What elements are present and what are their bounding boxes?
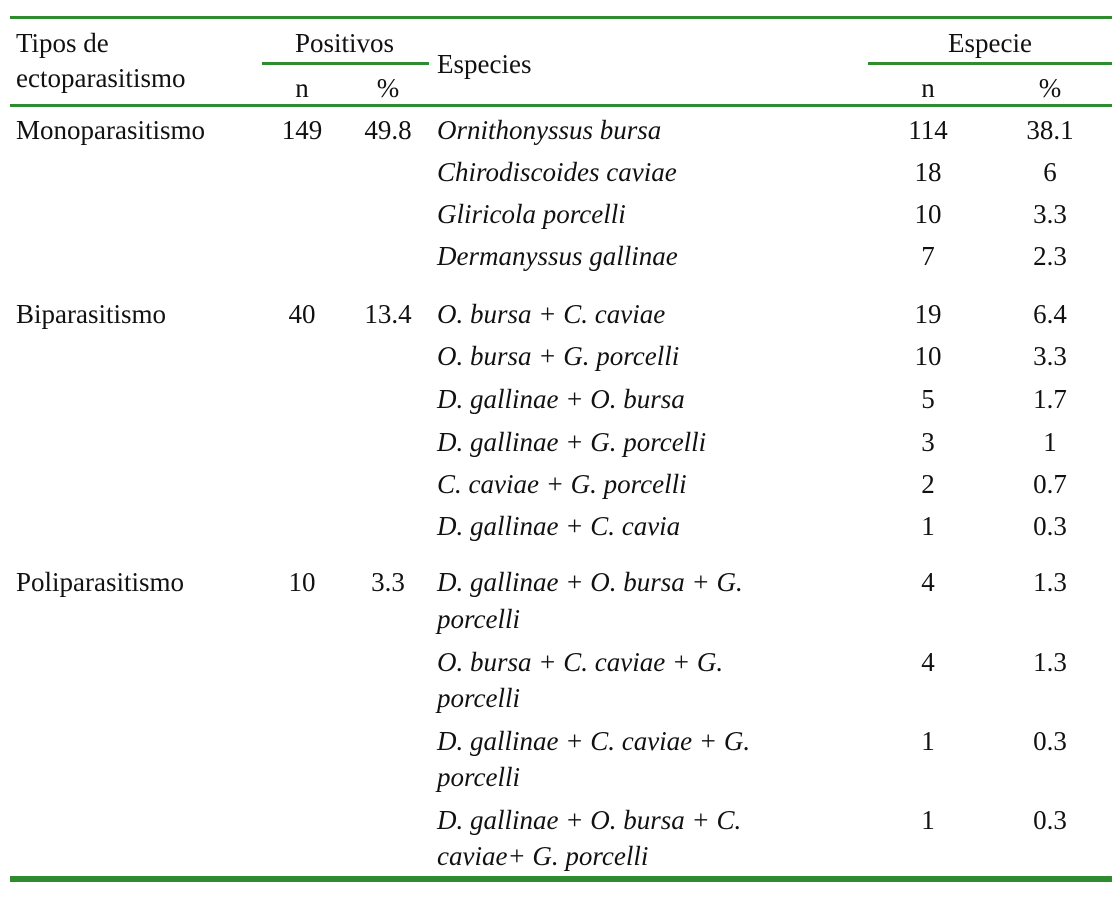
group-type: Biparasitismo: [16, 299, 166, 329]
species-pct: 6.4: [1033, 299, 1067, 329]
species-name: Ornithonyssus bursa: [437, 115, 662, 145]
group-type: Monoparasitismo: [16, 115, 205, 145]
group-pct: 49.8: [364, 115, 412, 145]
species-n: 1: [921, 511, 935, 541]
especie-underline: [868, 62, 1112, 65]
species-pct: 0.3: [1033, 511, 1067, 541]
species-name: O. bursa + C. caviae: [437, 299, 666, 329]
group-pct: 3.3: [371, 567, 405, 597]
species-name: D. gallinae + O. bursa: [437, 384, 685, 414]
header-especie: Especie: [948, 28, 1032, 58]
species-name-cont: porcelli: [437, 762, 520, 792]
header-tipos-line1: Tipos de: [16, 28, 109, 58]
group-n: 10: [288, 567, 316, 597]
group-type: Poliparasitismo: [16, 567, 184, 597]
top-rule: [10, 16, 1112, 19]
species-name: O. bursa + G. porcelli: [437, 341, 680, 371]
species-pct: 1: [1043, 427, 1057, 457]
header-positivos-n: n: [295, 73, 309, 103]
species-n: 2: [921, 469, 935, 499]
species-pct: 1.3: [1033, 647, 1067, 677]
species-n: 4: [921, 567, 935, 597]
species-name: C. caviae + G. porcelli: [437, 469, 687, 499]
species-pct: 38.1: [1026, 115, 1074, 145]
species-n: 10: [914, 341, 942, 371]
species-name: D. gallinae + O. bursa + C.: [437, 805, 742, 835]
species-n: 5: [921, 384, 935, 414]
species-name: D. gallinae + C. cavia: [437, 511, 681, 541]
species-n: 3: [921, 427, 935, 457]
species-n: 7: [921, 241, 935, 271]
species-n: 4: [921, 647, 935, 677]
species-n: 114: [908, 115, 948, 145]
species-name-cont: porcelli: [437, 604, 520, 634]
species-n: 10: [914, 199, 942, 229]
species-name: D. gallinae + O. bursa + G.: [437, 567, 743, 597]
species-n: 1: [921, 726, 935, 756]
bottom-rule: [10, 876, 1112, 882]
species-name: Gliricola porcelli: [437, 199, 626, 229]
species-pct: 3.3: [1033, 199, 1067, 229]
species-pct: 6: [1043, 157, 1057, 187]
group-n: 149: [281, 115, 323, 145]
species-pct: 3.3: [1033, 341, 1067, 371]
species-n: 18: [914, 157, 942, 187]
species-n: 19: [914, 299, 942, 329]
header-positivos-pct: %: [376, 73, 400, 103]
species-name-cont: caviae+ G. porcelli: [437, 841, 649, 871]
header-positivos: Positivos: [294, 28, 395, 58]
group-n: 40: [288, 299, 316, 329]
species-pct: 0.7: [1033, 469, 1067, 499]
species-pct: 0.3: [1033, 805, 1067, 835]
species-name: Chirodiscoides caviae: [437, 157, 677, 187]
species-name: O. bursa + C. caviae + G.: [437, 647, 724, 677]
species-n: 1: [921, 805, 935, 835]
species-pct: 0.3: [1033, 726, 1067, 756]
positivos-underline: [262, 62, 429, 65]
species-name: D. gallinae + C. caviae + G.: [437, 726, 751, 756]
species-name-cont: porcelli: [437, 683, 520, 713]
header-especie-pct: %: [1038, 73, 1062, 103]
header-rule: [10, 104, 1112, 107]
group-pct: 13.4: [364, 299, 412, 329]
species-pct: 2.3: [1033, 241, 1067, 271]
species-pct: 1.3: [1033, 567, 1067, 597]
header-tipos-line2: ectoparasitismo: [16, 63, 186, 93]
species-name: D. gallinae + G. porcelli: [437, 427, 707, 457]
header-especie-n: n: [921, 73, 935, 103]
species-name: Dermanyssus gallinae: [437, 241, 678, 271]
species-pct: 1.7: [1033, 384, 1067, 414]
header-especies: Especies: [437, 49, 532, 79]
